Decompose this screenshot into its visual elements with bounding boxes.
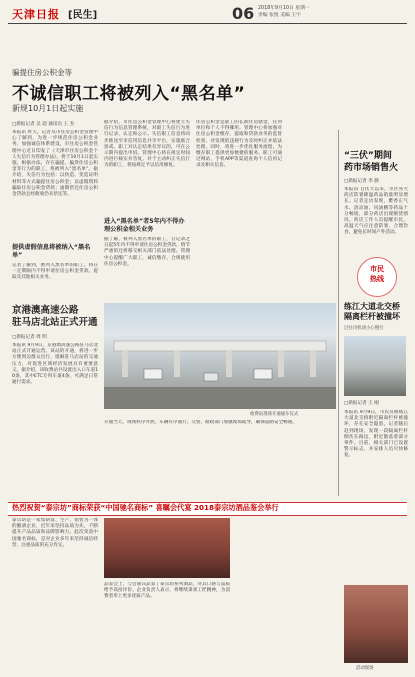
date-line (258, 5, 310, 19)
date-line-1: 2018年9月10日 星期一 (258, 6, 310, 11)
sidebar-byline: □新报记者 李 静 (344, 179, 379, 184)
page-number: 06 (232, 4, 255, 23)
main-col2-text: 据介绍，市住房公积金管理中心将建立失信行为信息管理系统，对职工失信行为进行记录、认定和公示。失信职工信息将同步推送至市信用信息共享平台，实施联合惩戒。职工对认定结果有异议的，可在公示期内提出申诉。管理中心将在规定时间内进行核实并答复。对于主动纠正失信行为的职工，将按规定予以信用修复。 (104, 120, 190, 169)
main-col2b-text: 据了解，被列入黑名单的职工，自记录之日起5年内不得申请住房公积金贷款，情节严重的还将移交相关部门依法处理。管理中心提醒广大职工，诚信缴存、合规使用住房公积金。 (104, 237, 190, 267)
sidebar-title2-line2: 隔离栏杆被撞坏 (344, 312, 400, 321)
sidebar-text-2: 本报讯 9月9日，市民反映练江大道北交桥附近隔离栏杆被撞坏，存在安全隐患。记者随后赶到现场，发现一段隔离栏杆倒伏在路边，附近散落着部分零件。目前，相关部门已设置警示标志，并安排人员尽快修复。 (344, 410, 408, 459)
article2-byline: □新报记者 周 明 (12, 335, 47, 340)
sidebar-divider (338, 130, 339, 496)
article2-title-line1: 京港澳高速公路 (12, 305, 79, 316)
toll-photo-caption: 收费站现场开通通车仪式 (250, 412, 299, 417)
sidebar-subtitle-2: 过往司机请小心慢行 (344, 326, 384, 331)
main-deck: 新规10月1日起实施 (12, 104, 84, 113)
hotline-badge-line2: 热线 (370, 275, 384, 283)
sidebar-title (344, 150, 398, 174)
main-byline: □新报记者 吴 超 通讯员 王 杰 (12, 122, 75, 127)
ad-text-2: 品鉴会上，与会嘉宾品鉴了泰宗坊系列酒品，对其口感与品质给予高度评价。企业负责人表示，将继续秉承工匠精神，为消费者奉上更多优质产品。 (104, 582, 230, 600)
toll-station-illustration (104, 303, 336, 409)
main-col1b-text: 记者了解到，被列入黑名单的职工，将在一定期限内不得申请住房公积金贷款、提取及其他相关业务。 (12, 263, 98, 281)
article2-text2: 开通当天，现场秩序井然，车辆有序通行。交警、路政部门加强现场疏导，确保道路安全畅通。 (104, 420, 297, 425)
ad-title: 热烈祝贺“泰宗坊”商标荣获“中国驰名商标” 喜瞩会代宴 2018泰宗坊酒品鉴会举行 (12, 503, 279, 512)
main-subhead-1: 提供虚假信息将被纳入“黑名单” (12, 244, 91, 259)
sidebar-title-line1: “三伏”期间 (344, 151, 392, 161)
guardrail-photo (344, 336, 406, 396)
date-line-2: 责编 张悦 美编 王宇 (258, 13, 301, 18)
toll-station-photo (104, 303, 336, 409)
article2-text: 本报讯 9月9日，京港澳高速公路驻马店北站正式开通运营。该站的开通，将进一步方便周边群众出行，缓解驻马店站的交通压力，对促进区域经济发展具有重要意义。据介绍，该收费站共设置出入口车道10条，其中ETC专用车道4条，可满足日常通行需求。 (12, 343, 98, 386)
sidebar-byline-2: □新报记者 王 刚 (344, 401, 379, 406)
header-rule (8, 23, 407, 24)
main-subhead-2: 进入“黑名单”者5年内不得办理公积金相关业务 (104, 218, 185, 233)
ad-photo-2 (344, 585, 408, 663)
section-label: [民生] (68, 10, 98, 21)
article2-title-line2: 驻马店北站正式开通 (12, 317, 98, 328)
sidebar-title-2 (344, 302, 400, 322)
sidebar-text: 本报讯 自伏天以来，市区各大药店防暑降温药品销量明显增长。记者走访发现，藿香正气水、清凉油、风油精等药品十分畅销，部分药店出现断货情况。药店工作人员提醒市民，高温天气应注意防暑，合理饮食，避免长时间户外活动。 (344, 187, 408, 236)
hotline-badge-line1: 市民 (370, 265, 384, 273)
ad-photo-caption: 活动现场 (356, 666, 374, 671)
ad-text-1: 泰宗坊是一家集研发、生产、销售为一体的酿酒企业，近年来坚持品质为先，不断提升产品品质和品牌影响力。此次荣获中国驰名商标，是对企业多年来坚持诚信经营、注重品质的充分肯定。 (12, 518, 98, 548)
main-kicker: 骗提住房公积金等 (12, 68, 72, 77)
article2-title (12, 305, 102, 329)
newspaper-logo: 天津日报 (12, 8, 60, 21)
sidebar-title-line2: 药市场销售火 (344, 163, 399, 173)
main-col1-text: 本报讯 昨天，记者从市住房公积金管理中心了解到，为进一步规范住房公积金业务，加强诚信体系建设，市住房公积金管理中心近日印发了《天津市住房公积金个人失信行为管理办法》，将于10月1日起实施。根据办法，存在骗提、骗贷住房公积金等行为的职工，将被列入“黑名单”。据介绍，失信行为包括：以伪造、变造证明材料等方式骗提住房公积金；以虚假资料骗取住房公积金贷款；逾期偿还住房公积金贷款且经催收仍未偿还等。 (12, 130, 98, 198)
main-headline: 不诚信职工将被列入“黑名单” (12, 84, 246, 104)
sidebar-title2-line1: 练江大道北交桥 (344, 302, 400, 311)
main-col3-text: 住房公积金是职工的长期住房储金，任何单位和个人不得挪用。管理中心将加强对住房公积金缴存、提取和贷款业务的监督检查，对发现的违规行为及时纠正并依法处理。同时，将进一步优化服务流程，为缴存职工提供更加便捷的服务。职工可通过网站、手机APP等渠道查询个人信用记录及相关信息。 (196, 120, 282, 169)
ad-photo-1 (104, 518, 230, 578)
hotline-badge (357, 257, 397, 297)
